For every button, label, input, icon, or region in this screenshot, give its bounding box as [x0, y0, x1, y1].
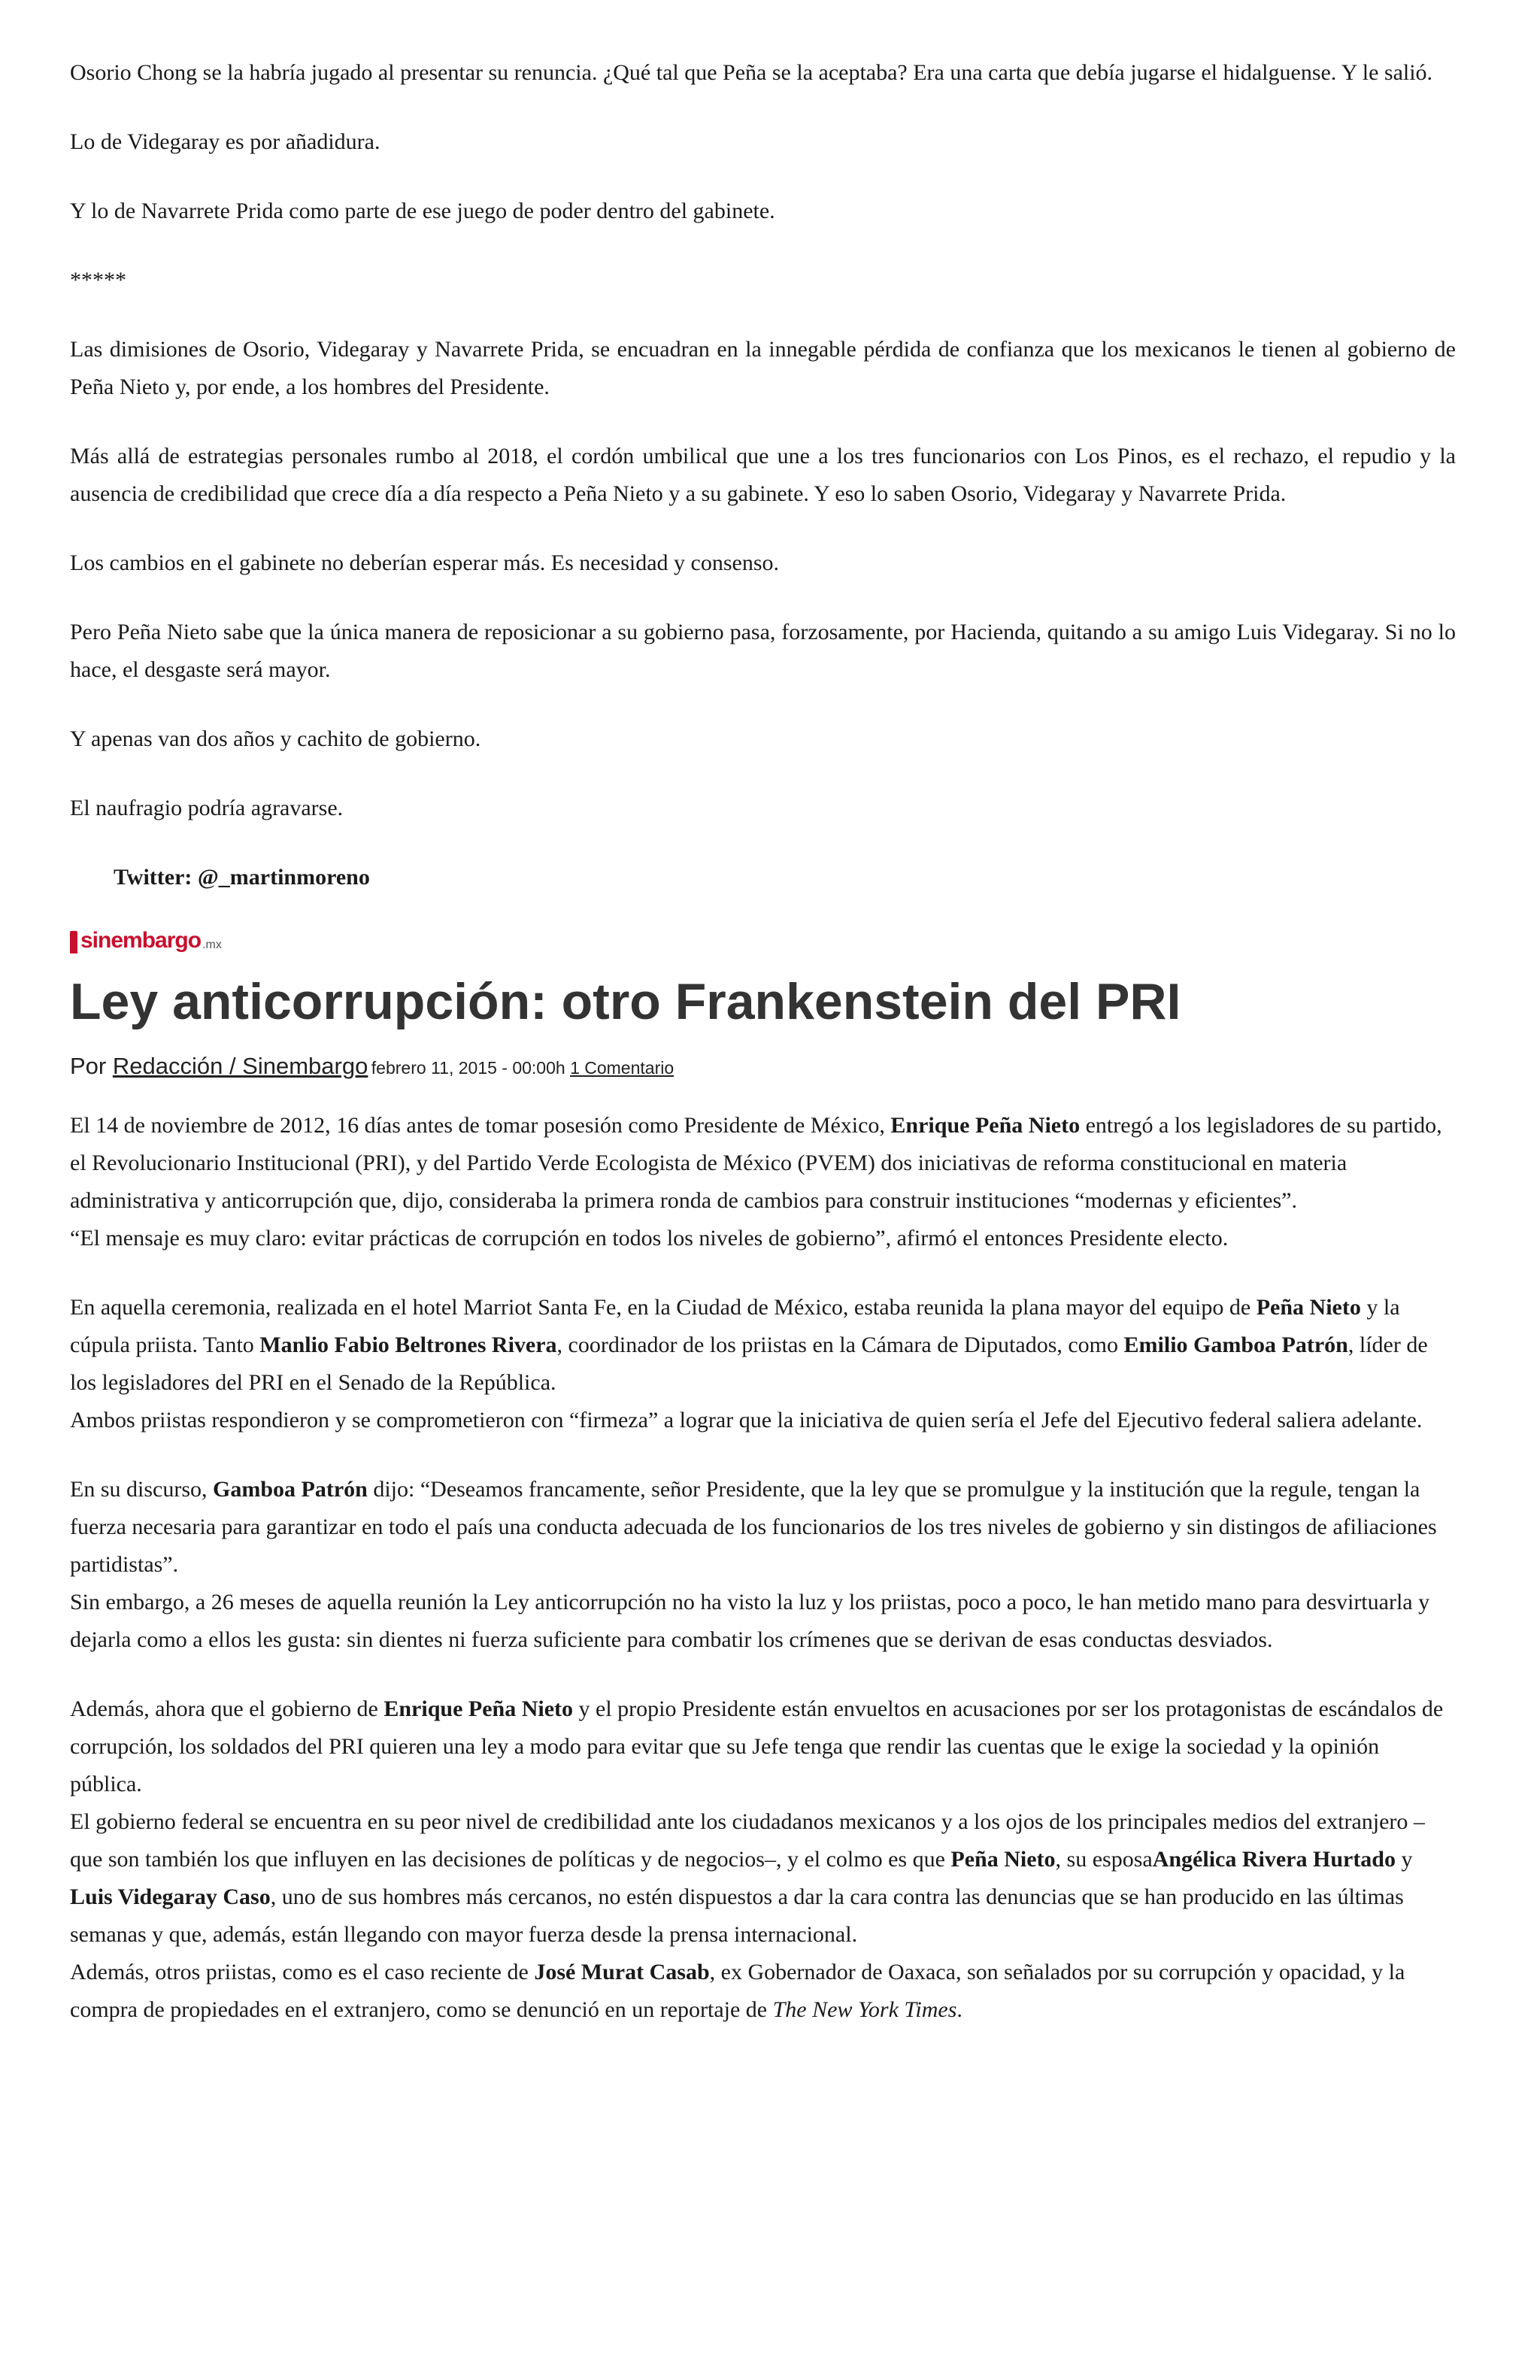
sinembargo-logo	[70, 920, 1456, 954]
logo-tld: .mx	[202, 938, 222, 951]
twitter-handle: Twitter: @_martinmoreno	[114, 865, 370, 890]
article-headline: Ley anticorrupción: otro Frankenstein del PRI	[70, 973, 1181, 1030]
paragraph: Lo de Videgaray es por añadidura.	[70, 129, 380, 154]
article-paragraph: Además, ahora que el gobierno de Enrique Peña Nieto y el propio Presidente están envueltos en acusaciones por ser los protagonistas de escándalos de corrupción, los soldados del PRI quieren una ley a modo para evitar que su Jefe tenga que rendir las cuentas que le exige la sociedad y la opinión pública. El gobierno federal se encuentra en su peor nivel de credibilidad ante los ciudadanos mexicanos y a los ojos de los principales medios del extranjero –que son también los que influyen en las decisiones de políticas y de negocios–, y el colmo es que Peña Nieto, su esposaAngélica Rivera Hurtado y Luis Videgaray Caso, uno de sus hombres más cercanos, no estén dispuestos a dar la cara contra las denuncias que se han producido en las últimas semanas y que, además, están llegando con mayor fuerza desde la prensa internacional. Además, otros priistas, como es el caso reciente de José Murat Casab, ex Gobernador de Oaxaca, son señalados por su corrupción y opacidad, y la compra de propiedades en el extranjero, como se denunció en un reportaje de The New York Times.	[70, 1696, 1444, 2022]
logo-mark-icon	[70, 931, 77, 954]
logo-text: sinembargo	[80, 928, 202, 953]
paragraph: Y apenas van dos años y cachito de gobierno.	[70, 726, 481, 751]
paragraph: Osorio Chong se la habría jugado al presentar su renuncia. ¿Qué tal que Peña se la aceptaba? Era una carta que debía jugarse el hidalguense. Y le salió.	[70, 60, 1433, 85]
paragraph: Los cambios en el gabinete no deberían esperar más. Es necesidad y consenso.	[70, 550, 780, 575]
paragraph: Más allá de estrategias personales rumbo al 2018, el cordón umbilical que une a los tres funcionarios con Los Pinos, es el rechazo, el repudio y la ausencia de credibilidad que crece día a día respecto a Peña Nieto y a su gabinete. Y eso lo saben Osorio, Videgaray y Navarrete Prida.	[70, 444, 1456, 506]
publish-date: febrero 11, 2015 - 00:00h	[371, 1058, 571, 1078]
article-paragraph: El 14 de noviembre de 2012, 16 días antes de tomar posesión como Presidente de México, Enrique Peña Nieto entregó a los legisladores de su partido, el Revolucionario Institucional (PRI), y del Partido Verde Ecologista de México (PVEM) dos iniciativas de reforma constitucional en materia administrativa y anticorrupción que, dijo, consideraba la primera ronda de cambios para construir instituciones “modernas y eficientes”. “El mensaje es muy claro: evitar prácticas de corrupción en todos los niveles de gobierno”, afirmó el entonces Presidente electo.	[70, 1113, 1442, 1251]
article-paragraph: En su discurso, Gamboa Patrón dijo: “Deseamos francamente, señor Presidente, que la ley que se promulgue y la institución que la regule, tengan la fuerza necesaria para garantizar en todo el país una conducta adecuada de los funcionarios de los tres niveles de gobierno y sin distingos de afiliaciones partidistas”. Sin embargo, a 26 meses de aquella reunión la Ley anticorrupción no ha visto la luz y los priistas, poco a poco, le han metido mano para desvirtuarla y dejarla como a ellos les gusta: sin dientes ni fuerza suficiente para combatir los crímenes que se derivan de esas conductas desviados.	[70, 1477, 1437, 1652]
author-link[interactable]: Redacción / Sinembargo	[112, 1053, 368, 1079]
comments-link[interactable]: 1 Comentario	[570, 1058, 675, 1078]
section-separator: *****	[70, 268, 126, 293]
paragraph: El naufragio podría agravarse.	[70, 796, 344, 820]
document-page	[70, 54, 1456, 2029]
byline-prefix: Por	[70, 1053, 113, 1079]
paragraph: Pero Peña Nieto sabe que la única manera de reposicionar a su gobierno pasa, forzosamente, por Hacienda, quitando a su amigo Luis Videgaray. Si no lo hace, el desgaste será mayor.	[70, 620, 1456, 682]
paragraph: Las dimisiones de Osorio, Videgaray y Navarrete Prida, se encuadran en la innegable pérdida de confianza que los mexicanos le tienen al gobierno de Peña Nieto y, por ende, a los hombres del Presidente.	[70, 337, 1456, 399]
paragraph: Y lo de Navarrete Prida como parte de ese juego de poder dentro del gabinete.	[70, 199, 775, 223]
article-paragraph: En aquella ceremonia, realizada en el hotel Marriot Santa Fe, en la Ciudad de México, estaba reunida la plana mayor del equipo de Peña Nieto y la cúpula priista. Tanto Manlio Fabio Beltrones Rivera, coordinador de los priistas en la Cámara de Diputados, como Emilio Gamboa Patrón, líder de los legisladores del PRI en el Senado de la República. Ambos priistas respondieron y se comprometieron con “firmeza” a lograr que la iniciativa de quien sería el Jefe del Ejecutivo federal saliera adelante.	[70, 1295, 1428, 1433]
byline	[70, 1051, 1456, 1086]
